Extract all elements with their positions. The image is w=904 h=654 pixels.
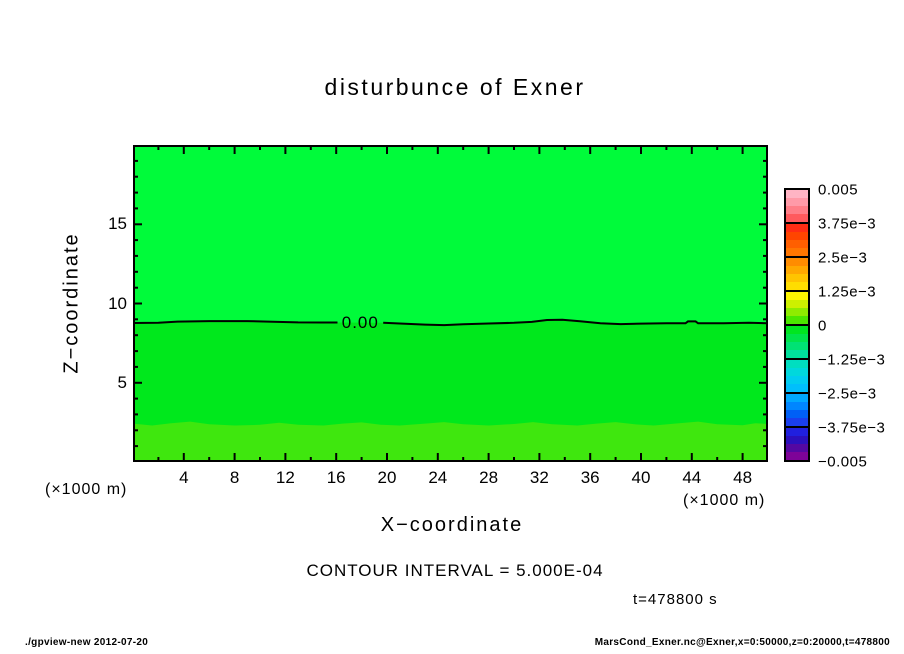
x-axis-unit: (×1000 m): [683, 492, 766, 509]
x-tick-label: 16: [326, 468, 346, 487]
colorbar-tick-label: −0.005: [818, 453, 868, 471]
x-tick-label: 12: [275, 468, 295, 487]
contour-interval-note: CONTOUR INTERVAL = 5.000E-04: [306, 561, 604, 580]
footer-command-text: ./gpview-new 2012-07-20: [25, 637, 149, 648]
colorbar: [784, 188, 810, 462]
y-tick-label: 10: [108, 293, 127, 313]
colorbar-band: [786, 358, 808, 392]
region-surface-band: [133, 422, 768, 462]
x-tick-label: 24: [428, 468, 448, 487]
colorbar-band: [786, 256, 808, 290]
contour-plot: [133, 145, 768, 462]
y-tick-label: 15: [108, 214, 127, 234]
x-tick-label: 8: [229, 468, 240, 487]
footer-source-text: MarsCond_Exner.nc@Exner,x=0:50000,z=0:20000,t=478800: [594, 637, 890, 648]
y-axis-label: Z−coordinate: [60, 232, 83, 374]
x-tick-label: 28: [479, 468, 499, 487]
x-axis-label: X−coordinate: [380, 514, 524, 536]
colorbar-tick-label: −2.5e−3: [818, 385, 877, 403]
colorbar-band: [786, 190, 808, 222]
time-label: t=478800 s: [633, 591, 718, 608]
colorbar-tick-label: −3.75e−3: [818, 419, 886, 437]
y-tick-label: 5: [117, 372, 127, 392]
x-tick-label: 48: [733, 468, 753, 487]
contour-line-label: 0.00: [341, 313, 379, 332]
y-axis-unit: (×1000 m): [45, 481, 128, 498]
colorbar-tick-label: −1.25e−3: [818, 351, 886, 369]
x-tick-label: 32: [529, 468, 549, 487]
colorbar-tick-label: 1.25e−3: [818, 283, 877, 301]
x-tick-label: 4: [179, 468, 189, 487]
colorbar-band: [786, 222, 808, 256]
x-tick-label: 36: [580, 468, 600, 487]
x-tick-label: 44: [682, 468, 702, 487]
colorbar-band: [786, 426, 808, 460]
colorbar-tick-label: 3.75e−3: [818, 215, 877, 233]
plot-title: disturbunce of Exner: [324, 74, 586, 100]
colorbar-tick-label: 0: [818, 317, 827, 335]
colorbar-band: [786, 392, 808, 426]
colorbar-band: [786, 324, 808, 358]
x-tick-label: 40: [631, 468, 651, 487]
colorbar-band: [786, 290, 808, 324]
colorbar-tick-label: 0.005: [818, 181, 859, 199]
contour-plot-area: [133, 145, 768, 462]
x-tick-label: 20: [377, 468, 397, 487]
colorbar-tick-label: 2.5e−3: [818, 249, 868, 267]
